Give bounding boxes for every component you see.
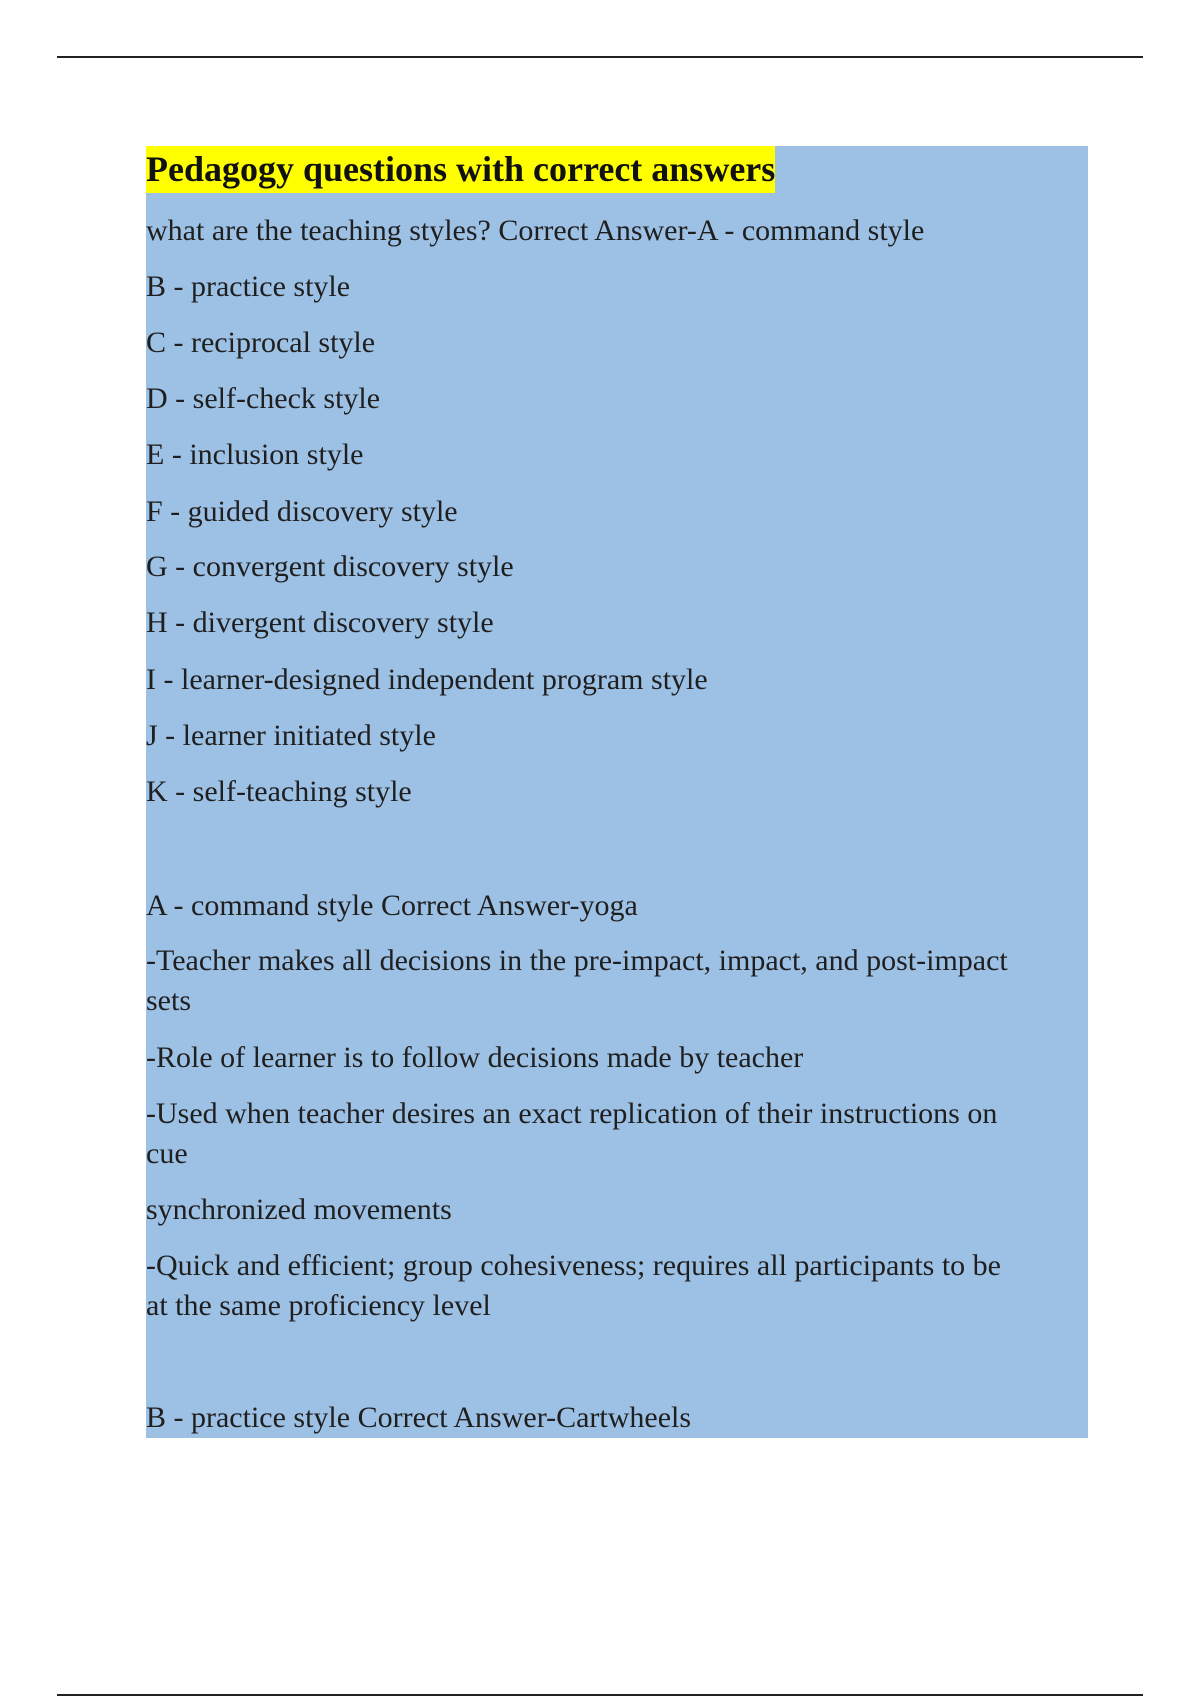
- answer-line: C - reciprocal style: [146, 326, 376, 359]
- question-line: what are the teaching styles? Correct Answer-A - command style: [146, 214, 925, 247]
- answer-line: E - inclusion style: [146, 438, 364, 471]
- answer-line: D - self-check style: [146, 382, 381, 415]
- answer-line: K - self-teaching style: [146, 775, 412, 808]
- top-rule: [57, 56, 1143, 58]
- answer-line: -Teacher makes all decisions in the pre-impact, impact, and post-impact: [146, 944, 1008, 977]
- bottom-rule: [57, 1694, 1143, 1696]
- question-line: A - command style Correct Answer-yoga: [146, 889, 638, 922]
- answer-line: F - guided discovery style: [146, 495, 458, 528]
- answer-line: -Role of learner is to follow decisions made by teacher: [146, 1041, 804, 1074]
- answer-line: -Quick and efficient; group cohesiveness; requires all participants to be: [146, 1249, 1001, 1282]
- answer-line: I - learner-designed independent program style: [146, 663, 708, 696]
- answer-line: G - convergent discovery style: [146, 550, 514, 583]
- answer-line: J - learner initiated style: [146, 719, 436, 752]
- answer-line: -Used when teacher desires an exact replication of their instructions on: [146, 1097, 998, 1130]
- answer-line: sets: [146, 984, 191, 1017]
- answer-line: H - divergent discovery style: [146, 606, 494, 639]
- question-line: B - practice style Correct Answer-Cartwheels: [146, 1401, 692, 1434]
- answer-line: B - practice style: [146, 270, 351, 303]
- answer-line: at the same proficiency level: [146, 1289, 491, 1322]
- answer-line: cue: [146, 1137, 188, 1170]
- answer-line: synchronized movements: [146, 1193, 452, 1226]
- document-title: Pedagogy questions with correct answers: [146, 146, 775, 193]
